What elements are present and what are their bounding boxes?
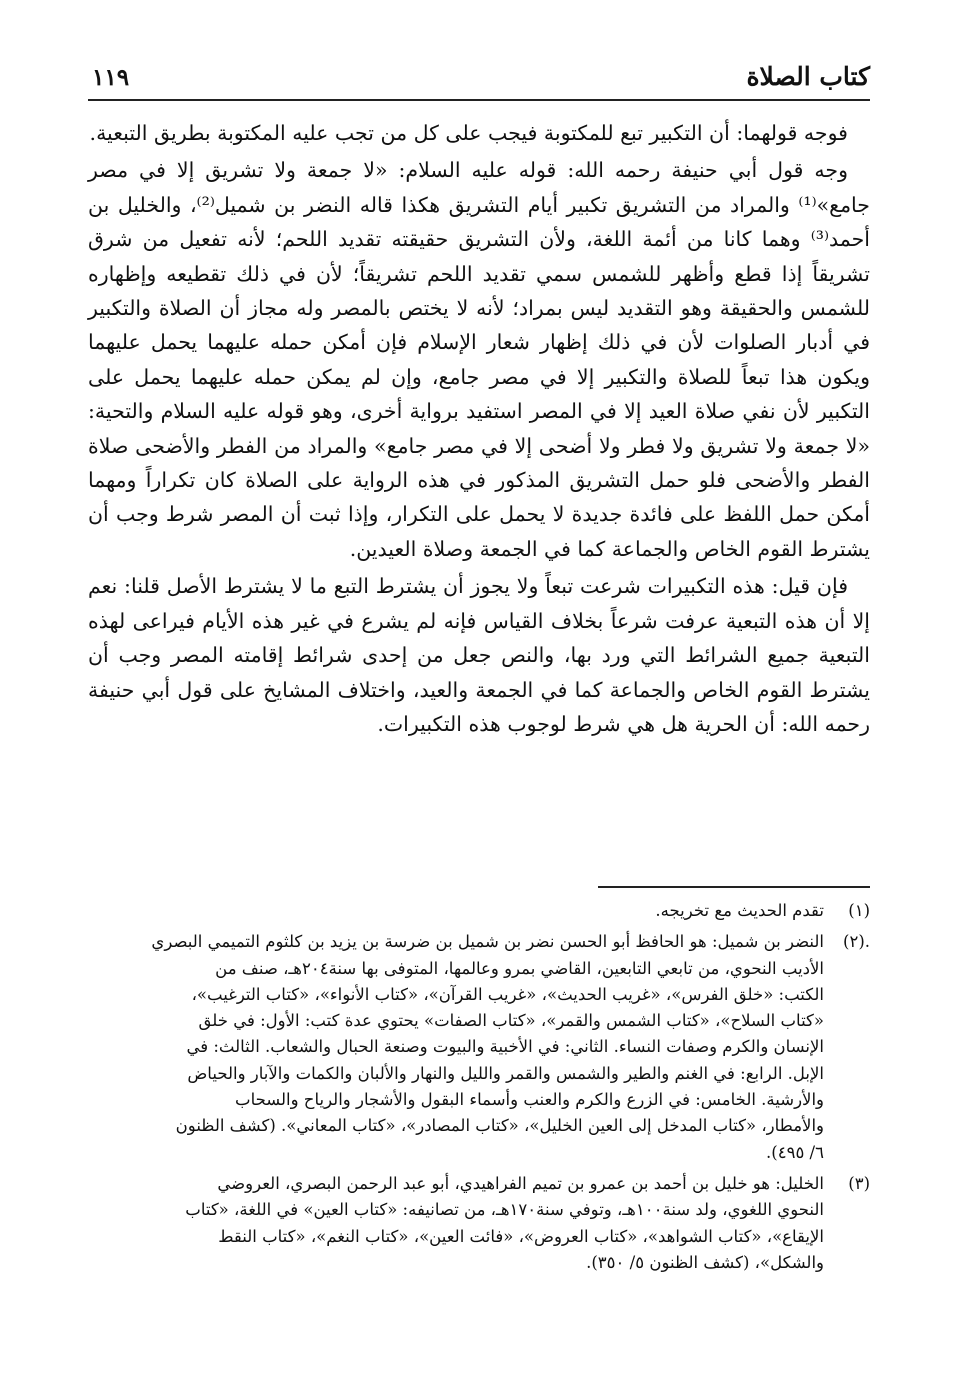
- chapter-title: كتاب الصلاة: [746, 62, 870, 91]
- footnotes: [88, 898, 870, 1281]
- footnote-number: (١): [848, 901, 870, 920]
- footnote-line: الإنسان والكرم وصفات النساء. الثاني: في الأخبية والبيوت وصنعة الحبال والشعاب. الثالث: في: [186, 1037, 824, 1057]
- footnote-line: النضر بن شميل: هو الحافظ أبو الحسن نضر بن شميل بن ضرسة بن يزيد بن كلثوم التميمي البصري: [151, 932, 824, 952]
- header-divider: [88, 99, 870, 101]
- footnote: [88, 929, 870, 1166]
- footnote-text: [88, 929, 824, 1166]
- footnote-line: والشكل»، (كشف الظنون ٥/ ٣٥٠).: [586, 1252, 824, 1272]
- paragraph: وجه قول أبي حنيفة رحمه الله: قوله عليه السلام: «لا جمعة ولا تشريق إلا في مصر جامع»⁽¹⁾ والمراد من التشريق تكبير أيام التشريق هكذا قاله النضر بن شميل⁽²⁾، والخليل بن أحمد⁽³⁾ وهما كانا من أئمة اللغة، ولأن التشريق حقيقته تقديد اللحم؛ لأنه تفعيل من شرق تشريقاً إذا قطع وأظهر للشمس سمي تقديد اللحم تشريقاً؛ لأن في ذلك تقطيعه وإظهاره للشمس والحقيقة وهو التقديد ليس بمراد؛ لأنه لا يختص بالمصر وله مجاز أن الصلاة والتكبير في أدبار الصلوات لأن في ذلك إظهار شعار الإسلام فإن أمكن حمله عليهما يحمل عليهما ويكون هذا تبعاً للصلاة والتكبير إلا في مصر جامع، وإن لم يمكن حمله عليهما يحمل على التكبير لأن نفي صلاة العيد إلا في المصر استفيد برواية أخرى، وهو قوله عليه السلام والتحية: «لا جمعة ولا تشريق ولا فطر ولا أضحى إلا في مصر جامع» والمراد من الفطر والأضحى صلاة الفطر والأضحى فلو حمل التشريق المذكور في هذه الرواية على الصلاة كان تكراراً ومهما أمكن حمل اللفظ على فائدة جديدة لا يحمل على التكرار، وإذا ثبت أن المصر شرط وجب أن يشترط القوم الخاص والجماعة كما في الجمعة وصلاة العيدين.: [88, 158, 870, 561]
- page-header: [88, 58, 870, 98]
- footnote-line: الكتب: «خلق الفرس»، «غريب الحديث»، «غريب القرآن»، «كتاب الأنواء»، «كتاب الترغيب»،: [191, 984, 824, 1004]
- footnote-line: تقدم الحديث مع تخريجه.: [655, 901, 824, 920]
- paragraph: فإن قيل: هذه التكبيرات شرعت تبعاً ولا يجوز أن يشترط التبع ما لا يشترط الأصل قلنا: نعم إلا أن هذه التبعية عرفت شرعاً بخلاف القياس فإنه لم يشرع في غير هذه الأيام فيراعى لهذه التبعية جميع الشرائط التي ورد بها، والنص جعل من إحدى شرائط إقامته المصر وجب أن يشترط القوم الخاص والجماعة كما في الجمعة والعيد، واختلاف المشايخ على قول أبي حنيفة رحمه الله: أن الحرية هل هي شرط لوجوب هذه التكبيرات.: [88, 574, 870, 736]
- footnote-number: .(٢): [843, 932, 870, 952]
- book-page: [88, 0, 870, 1400]
- footnote-line: «كتاب السلاح»، «كتاب الشمس والقمر»، «كتاب الصفات» يحتوي عدة كتب: الأول: في خلق: [198, 1011, 824, 1031]
- footnote-line: الإيقاع»، «كتاب الشواهد»، «كتاب العروض»، «فائت العين»، «كتاب النغم»، «كتاب النقط: [218, 1226, 824, 1246]
- footnote-line: الإبل. الرابع: في الغنم والطير والشمس والقمر والليل والنهار والألبان والكمات والآبار والحياض: [187, 1063, 824, 1083]
- footnote: [88, 1171, 870, 1276]
- footnote-line: والأرشية. الخامس: في الزرع والكرم والعنب وأسماء البقول والأشجار والرياح والسحاب: [235, 1090, 824, 1110]
- footnote-text: [88, 898, 824, 924]
- footnote-line: ٦/ ٤٩٥).: [766, 1142, 824, 1162]
- footnote-line: الأديب النحوي، من تابعي التابعين، القاضي بمرو وعالمها، المتوفى بها سنة٢٠٤هـ، صنف من: [215, 958, 824, 978]
- footnote-divider: [598, 886, 870, 888]
- footnote-line: والأمطار، «كتاب المدخل إلى العين الخليل»، «كتاب المصادر»، «كتاب المعاني». (كشف الظنون: [175, 1116, 824, 1136]
- main-text: [88, 116, 870, 744]
- footnote-line: النحوي اللغوي، ولد سنة١٠٠هـ، وتوفي سنة١٧٠هـ، من تصانيفه: «كتاب العين» في اللغة، «كتاب: [185, 1200, 824, 1220]
- footnote: [88, 898, 870, 924]
- page-number: ١١٩: [92, 64, 130, 91]
- footnote-line: الخليل: هو خليل بن أحمد بن عمرو بن تميم الفراهيدي، أبو عبد الرحمن البصري، العروضي: [217, 1173, 824, 1193]
- footnote-text: [88, 1171, 824, 1276]
- footnote-number: (٣): [848, 1173, 870, 1193]
- paragraph: فوجه قولهما: أن التكبير تبع للمكتوبة فيجب على كل من تجب عليه المكتوبة بطريق التبعية.: [89, 121, 848, 145]
